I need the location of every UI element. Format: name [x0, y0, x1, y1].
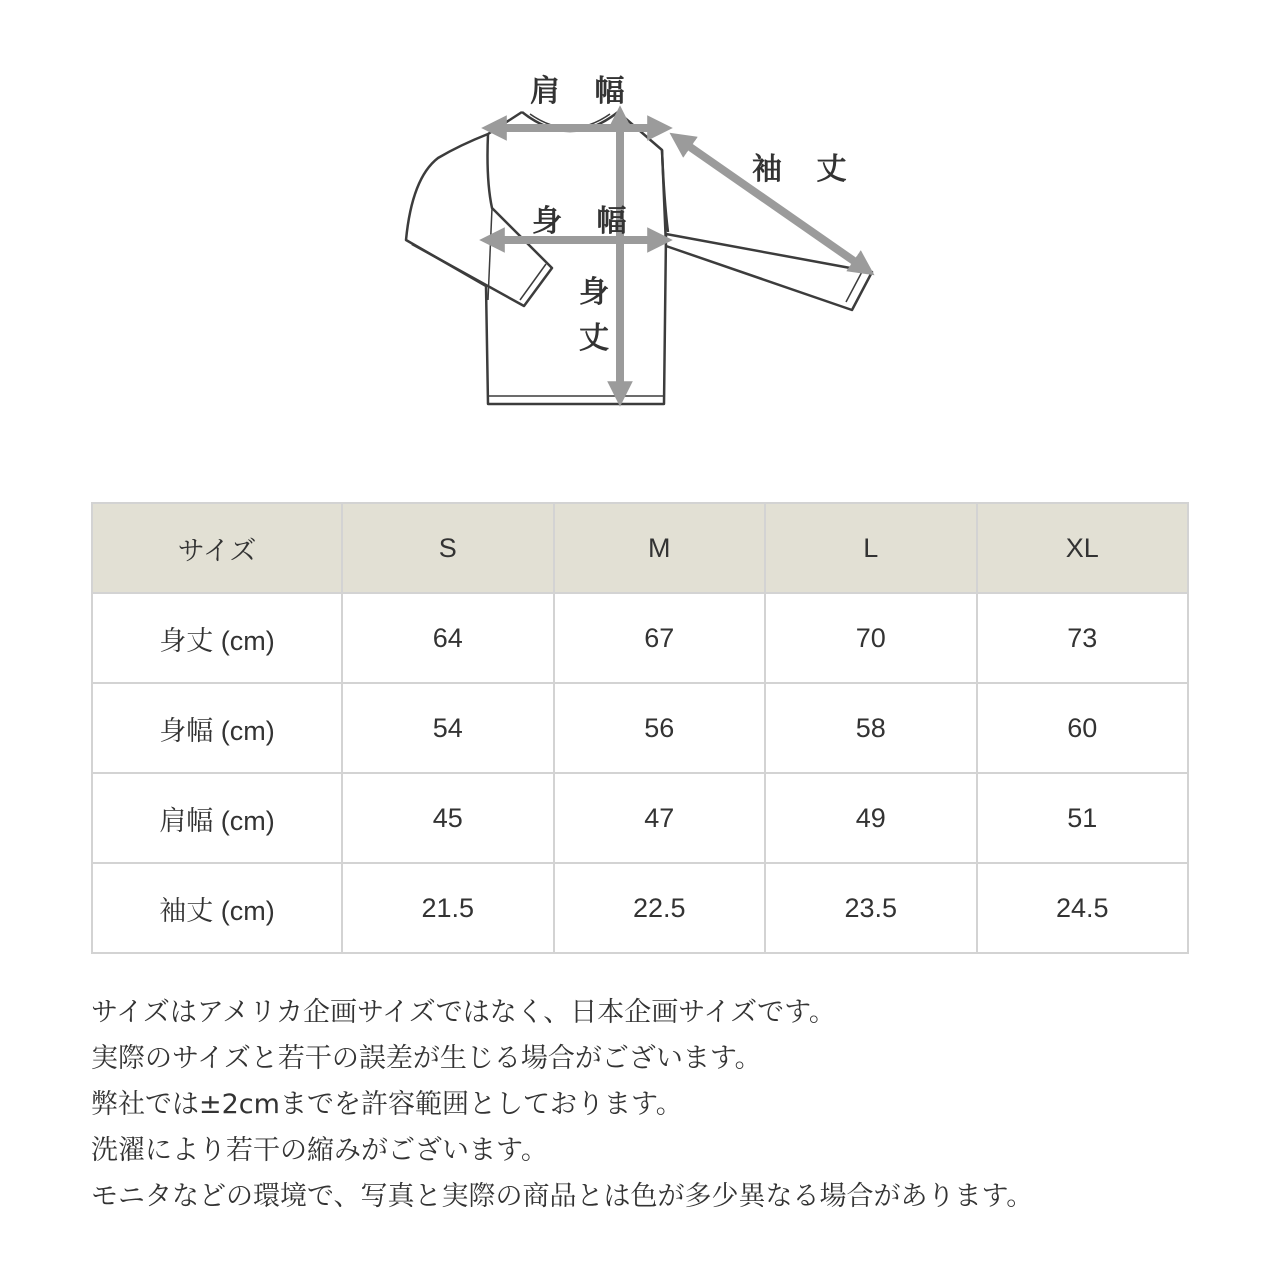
sleeve-length-label: 袖 丈	[752, 152, 859, 187]
table-row	[92, 593, 1188, 683]
note-line: サイズはアメリカ企画サイズではなく、日本企画サイズです。	[91, 997, 836, 1028]
note-line: 実際のサイズと若干の誤差が生じる場合がございます。	[91, 1043, 762, 1074]
table-cell: 64	[342, 593, 554, 683]
note-line: 弊社では±2cmまでを許容範囲としております。	[91, 1089, 683, 1120]
row-label: 身幅 (cm)	[92, 683, 342, 773]
note-line: モニタなどの環境で、写真と実際の商品とは色が多少異なる場合があります。	[91, 1181, 1034, 1212]
table-cell: 51	[977, 773, 1189, 863]
table-cell: 54	[342, 683, 554, 773]
table-cell: 60	[977, 683, 1189, 773]
note-line: 洗濯により若干の縮みがございます。	[91, 1135, 548, 1166]
size-notes	[91, 990, 1241, 1220]
table-cell: 67	[554, 593, 766, 683]
left-sleeve	[412, 134, 552, 306]
row-label: 袖丈 (cm)	[92, 863, 342, 953]
table-cell: 23.5	[765, 863, 977, 953]
header-cell: L	[765, 503, 977, 593]
row-label: 肩幅 (cm)	[92, 773, 342, 863]
table-cell: 73	[977, 593, 1189, 683]
garment-diagram	[0, 0, 1280, 460]
table-cell: 49	[765, 773, 977, 863]
header-cell: サイズ	[92, 503, 342, 593]
header-cell: M	[554, 503, 766, 593]
shoulder-width-label: 肩 幅	[530, 74, 637, 109]
table-cell: 70	[765, 593, 977, 683]
body-width-label: 身 幅	[532, 204, 639, 239]
header-cell: XL	[977, 503, 1189, 593]
table-cell: 56	[554, 683, 766, 773]
table-cell: 47	[554, 773, 766, 863]
row-label: 身丈 (cm)	[92, 593, 342, 683]
body-length-label: 身丈	[579, 275, 609, 356]
header-cell: S	[342, 503, 554, 593]
size-table	[91, 502, 1189, 954]
right-cuff	[846, 268, 864, 302]
table-cell: 45	[342, 773, 554, 863]
table-cell: 58	[765, 683, 977, 773]
table-header-row	[92, 503, 1188, 593]
table-row	[92, 683, 1188, 773]
table-cell: 21.5	[342, 863, 554, 953]
table-cell: 22.5	[554, 863, 766, 953]
table-row	[92, 863, 1188, 953]
table-cell: 24.5	[977, 863, 1189, 953]
table-row	[92, 773, 1188, 863]
